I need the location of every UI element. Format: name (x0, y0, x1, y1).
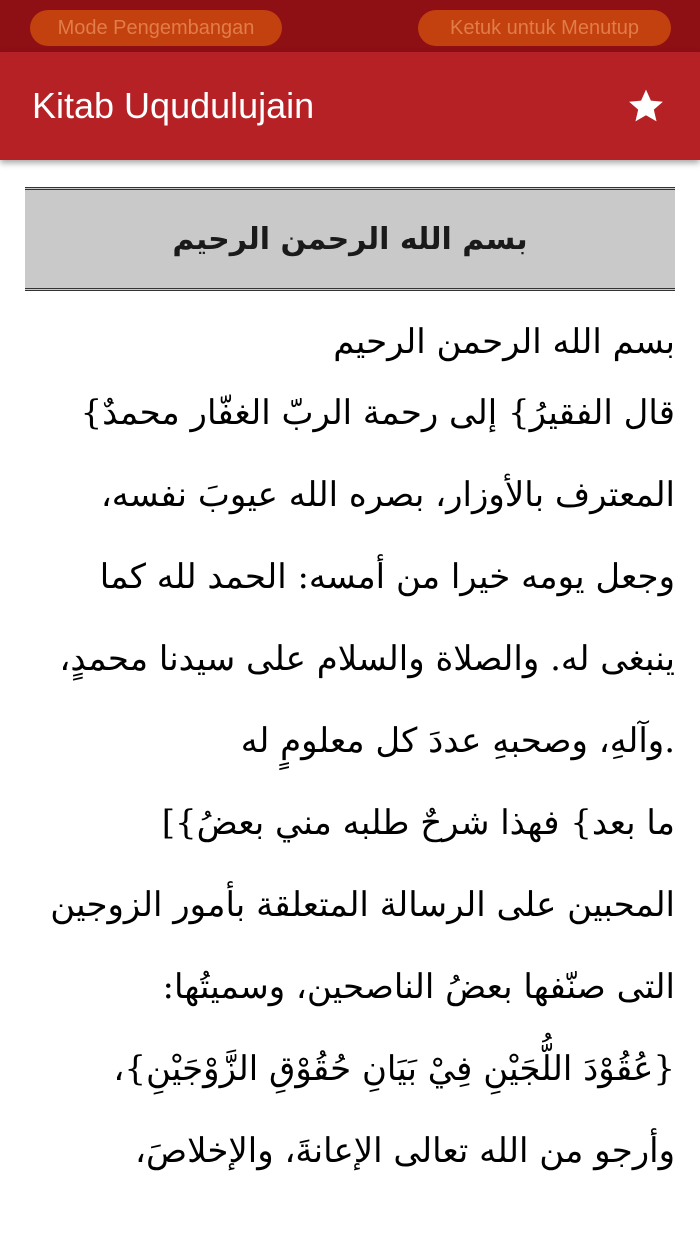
chapter-header-text: بسم الله الرحمن الرحيم (172, 221, 528, 257)
favorite-button[interactable] (618, 82, 674, 130)
text-line: .وآلهِ، وصحبهِ عددَ كل معلومٍ له (240, 721, 675, 761)
text-line: {عُقُوْدَ اللُّجَيْنِ فِيْ بَيَانِ حُقُوْقِ الزَّوْجَيْنِ}، (113, 1049, 675, 1089)
text-line: ما بعد} فهذا شرحٌ طلبه مني بعضُ}] (161, 803, 675, 843)
text-line: بسم الله الرحمن الرحيم (333, 322, 675, 362)
app-title: Kitab Uqudulujain (32, 85, 315, 126)
text-line: ينبغى له. والصلاة والسلام على سيدنا محمدٍ، (59, 639, 675, 679)
developer-mode-bar (0, 0, 700, 52)
text-line: قال الفقيرُ} إلى رحمة الربّ الغفّار محمدٌ} (80, 393, 675, 433)
app-bar (0, 52, 700, 160)
text-line: وجعل يومه خيرا من أمسه: الحمد لله كما (99, 557, 675, 597)
text-line: التى صنّفها بعضُ الناصحين، وسميتُها: (162, 967, 675, 1007)
text-line: المحبين على الرسالة المتعلقة بأمور الزوجين (50, 885, 675, 925)
text-line: المعترف بالأوزار، بصره الله عيوبَ نفسه، (100, 475, 675, 515)
book-text (25, 312, 675, 1192)
tap-to-close-button[interactable]: Ketuk untuk Menutup (418, 10, 671, 46)
star-icon (626, 86, 666, 126)
text-line: وأرجو من الله تعالى الإعانةَ، والإخلاصَ، (135, 1131, 675, 1171)
chapter-header (25, 187, 675, 291)
book-content[interactable] (0, 160, 700, 1242)
developer-mode-button[interactable]: Mode Pengembangan (30, 10, 282, 46)
